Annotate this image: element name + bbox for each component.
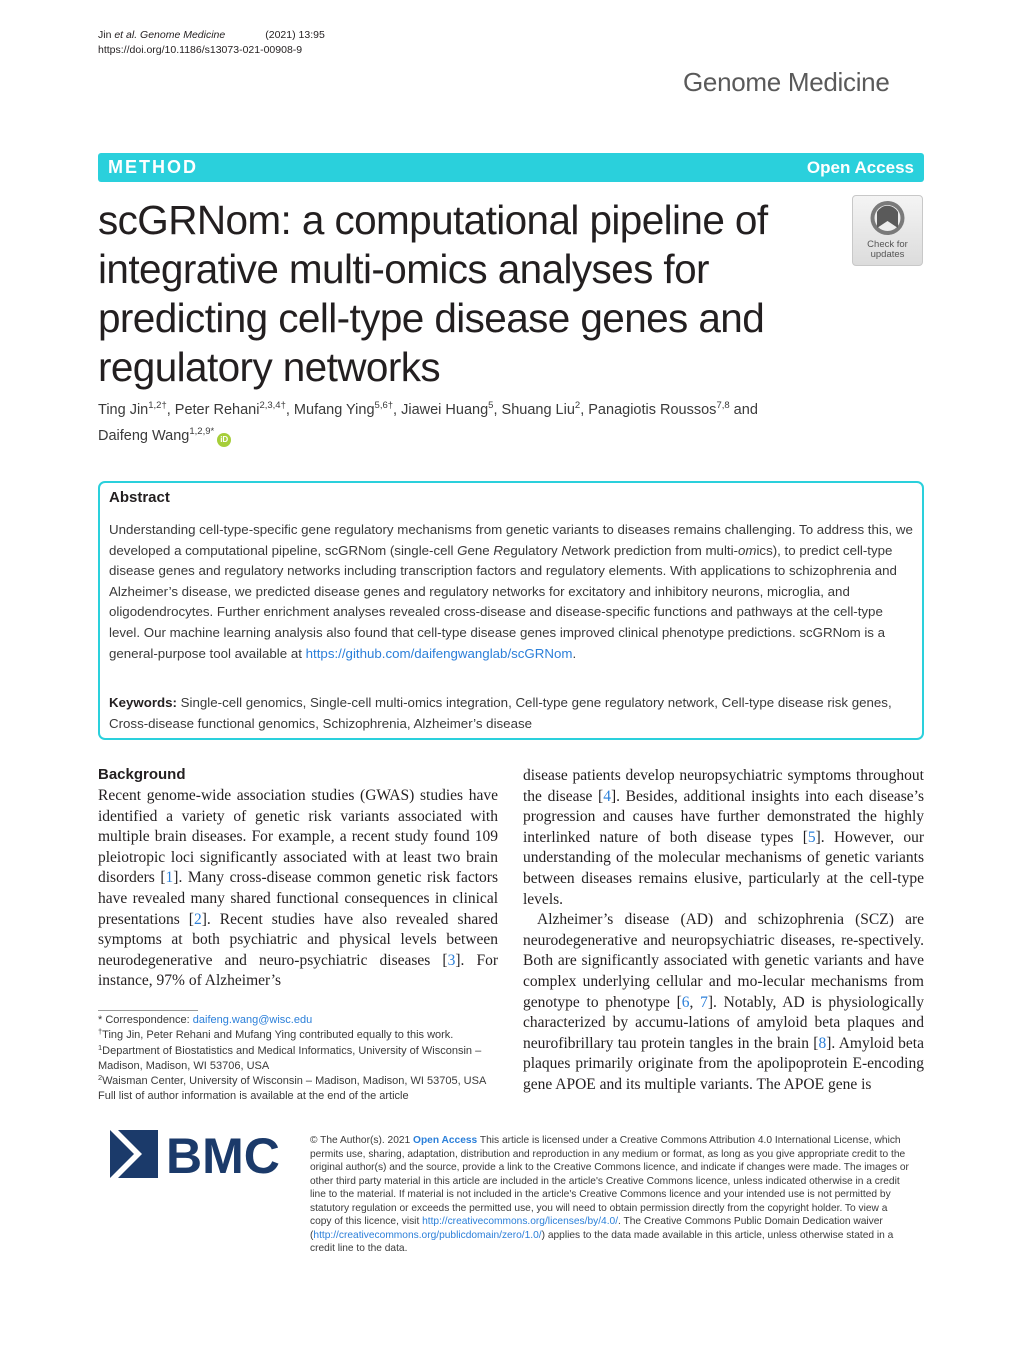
cc-by-link[interactable]: http://creativecommons.org/licenses/by/4.0/	[422, 1216, 619, 1227]
citation-ref[interactable]: 3	[447, 951, 456, 969]
author-list: Ting Jin$^{1,2\dagger}$, Peter Rehani$^{2,3,4\dagger}$, Mufang Ying$^{5,6\dagger}$, Jiawei Huang$^5$, Shuang Liu$^2$, Panagiotis Roussos$^{7,8}$ and Daifeng Wang$^{1,2,9*}$iD	[98, 397, 928, 449]
journal-logo: Genome Medicine	[683, 67, 890, 97]
license-text: © The Author(s). 2021 Open Access This article is licensed under a Creative Commons Attribution 4.0 International License, which permits use, sharing, adaptation, distribution and reproduction in any medium or format, as long as you give appropriate credit to the original author(s) and the source, provide a link to the Creative Commons licence, and indicate if changes were made. The images or other third party material in this article are included in the article's Creative Commons licence, unless indicated otherwise in a credit line to the material. If material is not included in the article's Creative Commons licence and your intended use is not permitted by statutory regulation or exceeds the permitted use, you will need to obtain permission directly from the copyright holder. To view a copy of this licence, visit http://creativecommons.org/licenses/by/4.0/. The Creative Commons Public Domain Dedication waiver (http://creativecommons.org/publicdomain/zero/1.0/) applies to the data made available in this article, unless otherwise stated in a credit line to the data.	[310, 1135, 909, 1254]
abstract-text: Understanding cell-type-specific gene regulatory mechanisms from genetic variants to diseases remains challenging. To address this, we developed a computational pipeline, scGRNom (single-cell Gene Regulatory Network prediction from multi-omics), to predict cell-type disease genes and regulatory networks including transcription factors and regulatory elements. With applications to schizophrenia and Alzheimer’s disease, we predicted disease genes and regulatory networks for excitatory and inhibitory neurons, microglia, and oligodendrocytes. Further enrichment analyses revealed cross-disease and disease-specific functions and pathways at the cell-type level. Our machine learning analysis also found that cell-type disease genes improved clinical phenotype predictions. scGRNom is a general-purpose tool available at https://github.com/daifengwanglab/scGRNom.	[109, 522, 913, 661]
author[interactable]: Panagiotis Roussos$^{7,8}$	[588, 400, 730, 418]
doi-link[interactable]: https://doi.org/10.1186/s13073-021-00908-9	[98, 44, 303, 56]
article-type-banner	[98, 153, 924, 182]
author[interactable]: Shuang Liu$^2$	[501, 400, 581, 418]
citation-ref[interactable]: 5	[807, 828, 816, 846]
citation-year-volume: (2021) 13:95	[265, 29, 325, 41]
citation-line	[98, 28, 325, 43]
keywords-list: Single-cell genomics, Single-cell multi-omics integration, Cell-type gene regulatory network, Cell-type disease risk genes, Cross-disease functional genomics, Schizophrenia, Alzheimer’s disease	[109, 695, 892, 731]
equal-contribution-note: †Ting Jin, Peter Rehani and Mufang Ying contributed equally to this work.	[98, 1027, 454, 1042]
citation-ref[interactable]: 4	[603, 787, 611, 805]
keywords	[109, 693, 915, 734]
author[interactable]: Daifeng Wang$^{1,2,9*}$	[98, 426, 215, 444]
email-link[interactable]: daifeng.wang@wisc.edu	[192, 1014, 313, 1026]
paragraph: Recent genome-wide association studies (GWAS) studies have identified a variety of genetic risk variants associated with multiple brain diseases. For example, a recent study found 109 pleiotropic loci significantly associated with at least two brain disorders [1]. Many cross-disease common genetic risk factors have revealed many shared functional consequences in clinical presentations [2]. Recent studies have also revealed shared symptoms at both psychiatric and physical levels between neurodegenerative and neuro-psychiatric diseases [3]. For instance, 97% of Alzheimer’s	[98, 787, 498, 990]
paragraph: disease patients develop neuropsychiatric symptoms throughout the disease [4]. Besides, additional insights into each disease’s progression and causes have further demonstrated the highly interlinked nature of both disease types [5]. However, our understanding of the molecular mechanisms of genetic variants between diseases remains elusive, particularly at the cell-type levels.	[523, 767, 924, 908]
bmc-logo	[110, 1130, 290, 1178]
author[interactable]: Mufang Ying$^{5,6\dagger}$	[293, 400, 394, 418]
open-access-label: Open Access	[806, 158, 914, 177]
check-updates-text	[853, 240, 922, 260]
author[interactable]: Peter Rehani$^{2,3,4\dagger}$	[174, 400, 286, 418]
affiliation: $^2$Waisman Center, University of Wisconsin – Madison, Madison, WI 53705, USA	[98, 1073, 487, 1088]
full-list-note: Full list of author information is available at the end of the article	[98, 1090, 409, 1103]
author[interactable]: Ting Jin$^{1,2\dagger}$	[98, 400, 167, 418]
citation-journal: Genome Medicine	[140, 29, 226, 41]
check-updates-line1: Check for	[867, 239, 908, 250]
body-column-right	[523, 766, 924, 1096]
check-updates-icon	[853, 196, 922, 240]
citation-authors: Jin	[98, 29, 115, 41]
section-heading-background: Background	[98, 766, 186, 783]
bmc-logo-text: BMC	[166, 1130, 280, 1178]
orcid-icon[interactable]: iD	[217, 433, 231, 447]
check-updates-line2: updates	[870, 249, 905, 260]
footnote-divider	[98, 1010, 198, 1011]
body-column-left	[98, 786, 498, 992]
citation-ref[interactable]: 2	[193, 910, 202, 928]
citation-ref[interactable]: 7	[700, 993, 708, 1011]
correspondence: * Correspondence: daifeng.wang@wisc.edu	[98, 1014, 313, 1026]
citation-et-al: et al.	[114, 29, 138, 41]
cc0-link[interactable]: http://creativecommons.org/publicdomain/zero/1.0/	[313, 1229, 542, 1241]
check-for-updates-button[interactable]	[852, 195, 923, 266]
keywords-label: Keywords:	[109, 695, 177, 710]
paragraph: Alzheimer’s disease (AD) and schizophrenia (SCZ) are neurodegenerative and neuropsychiatric diseases, re-spectively. Both are significantly associated with genetic variants and have complex underlying cellular and mo-lecular mechanisms from genotype to phenotype [6, 7]. Notably, AD is physiologically characterized by accumu-lations of amyloid beta plaques and neurofibrillary tau protein tangles in the brain [8]. Amyloid beta plaques primarily originate from the apolipoprotein E-encoding gene APOE and its multiple variants. The APOE gene is	[523, 911, 924, 1093]
abstract-heading: Abstract	[109, 489, 170, 506]
footnotes	[98, 1010, 498, 1105]
citation-ref[interactable]: 1	[165, 869, 174, 887]
github-link[interactable]: https://github.com/daifengwanglab/scGRNom	[305, 645, 573, 661]
article-type-label: METHOD	[108, 157, 198, 177]
citation-ref[interactable]: 6	[681, 993, 690, 1011]
affiliation: $^1$Department of Biostatistics and Medical Informatics, University of Wisconsin – Madison, Madison, WI 53706, USA	[98, 1042, 482, 1072]
bmc-logo-mark	[110, 1130, 290, 1178]
article-title: scGRNom: a computational pipeline of integrative multi-omics analyses for predicting cell-type disease genes and regulatory networks	[98, 197, 768, 390]
citation-header	[98, 28, 325, 58]
author[interactable]: Jiawei Huang$^5$	[401, 400, 494, 418]
citation-ref[interactable]: 8	[818, 1034, 827, 1052]
open-access-badge: Open Access	[413, 1135, 478, 1146]
